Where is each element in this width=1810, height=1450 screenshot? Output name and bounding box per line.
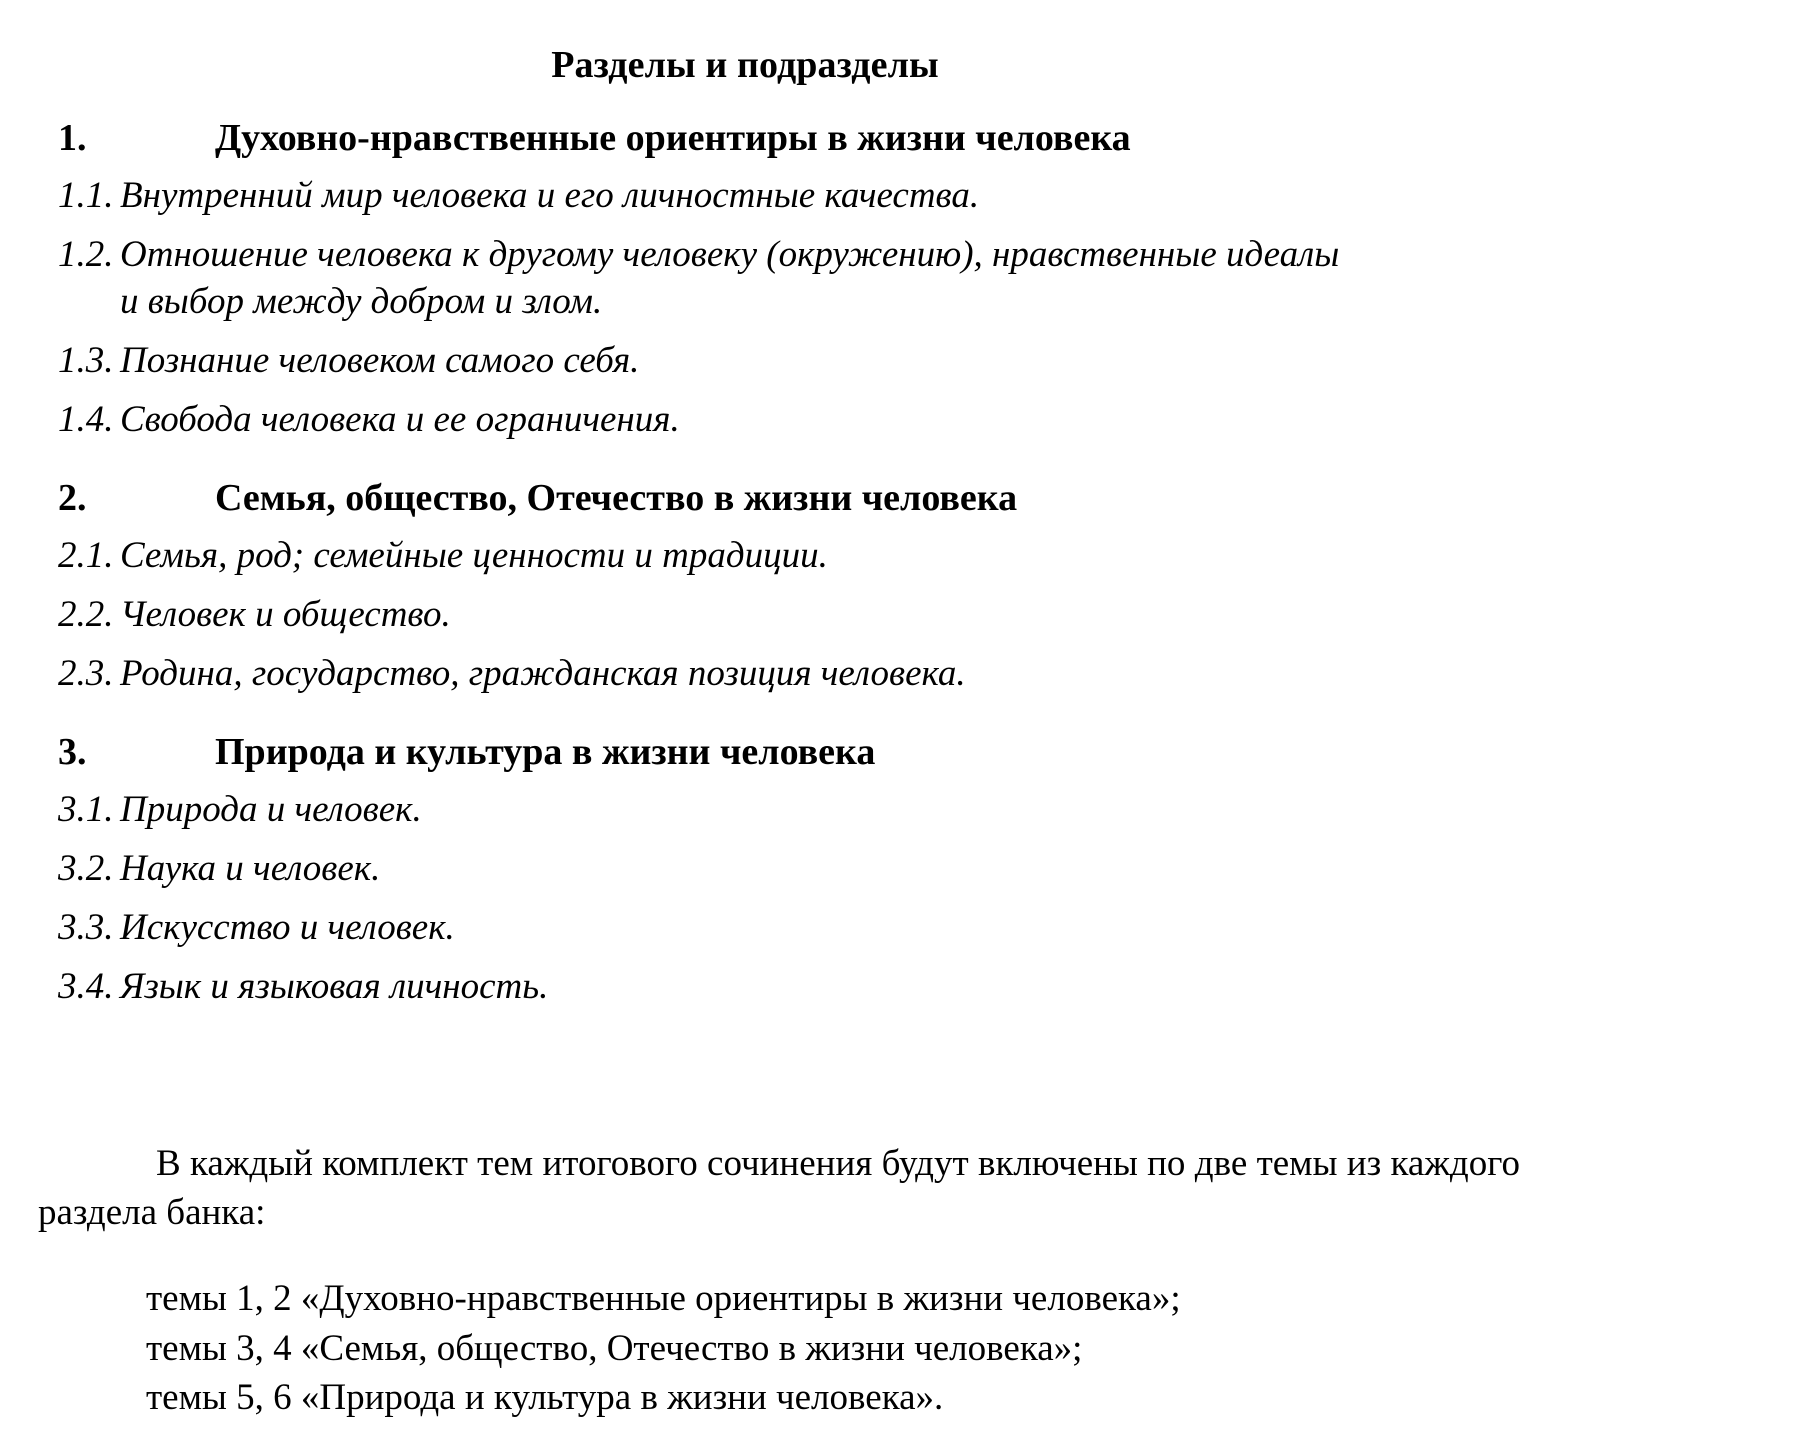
subsection-text: Познание человеком самого себя. (120, 339, 640, 381)
section-number: 3. (58, 730, 87, 773)
subsection-row (0, 533, 1490, 580)
subsection-row (0, 651, 1490, 698)
subsection-number: 3.1. (58, 788, 114, 830)
subsection-row (0, 964, 1490, 1011)
subsection-number: 1.2. (58, 234, 114, 276)
subsection-text: Человек и общество. (120, 593, 451, 635)
subsection-text: Отношение человека к другому человеку (окружению), нравственные идеалы и выбор между добром и злом. (120, 234, 1340, 322)
subsection-row (0, 173, 1490, 220)
page-title: Разделы и подразделы (551, 44, 939, 86)
subsection-text: Внутренний мир человека и его личностные качества. (120, 175, 980, 217)
subsection-number: 3.2. (58, 847, 114, 889)
subsection-number: 3.4. (58, 965, 114, 1007)
subsection-text: Родина, государство, гражданская позиция человека. (120, 652, 966, 694)
theme-line: темы 3, 4 «Семья, общество, Отечество в жизни человека»; (146, 1327, 1083, 1369)
section-number: 1. (58, 117, 87, 159)
subsection-text: Природа и человек. (120, 788, 422, 830)
subsection-text: Наука и человек. (120, 847, 381, 889)
section-heading-3 (0, 732, 1490, 773)
section-title: Природа и культура в жизни человека (215, 730, 876, 773)
section-heading-1 (0, 118, 1490, 159)
note-paragraph: В каждый комплект тем итогового сочинения будут включены по две темы из каждого раздела банка: (38, 1142, 1520, 1234)
subsection-number: 1.4. (58, 398, 114, 440)
section-number: 2. (58, 476, 87, 519)
section-title: Семья, общество, Отечество в жизни человека (215, 476, 1018, 519)
subsection-row (0, 787, 1490, 834)
subsection-text: Язык и языковая личность. (120, 965, 549, 1007)
theme-line: темы 5, 6 «Природа и культура в жизни человека». (146, 1376, 944, 1418)
section-title: Духовно-нравственные ориентиры в жизни человека (215, 117, 1131, 159)
subsection-number: 2.1. (58, 534, 114, 576)
subsection-number: 2.2. (58, 593, 114, 635)
subsection-row (0, 338, 1490, 385)
outline-list (0, 118, 1490, 1011)
subsection-number: 1.1. (58, 175, 114, 217)
subsection-row (0, 592, 1490, 639)
subsection-row (0, 232, 1490, 326)
subsection-text: Свобода человека и ее ограничения. (120, 398, 680, 440)
subsection-row (0, 397, 1490, 444)
subsection-number: 1.3. (58, 339, 114, 381)
subsection-row (0, 846, 1490, 893)
subsection-text: Искусство и человек. (120, 906, 455, 948)
subsection-number: 2.3. (58, 652, 114, 694)
subsection-row (0, 905, 1490, 952)
section-heading-2 (0, 478, 1490, 519)
subsection-number: 3.3. (58, 906, 114, 948)
subsection-text: Семья, род; семейные ценности и традиции. (120, 534, 828, 576)
theme-line-list (0, 1274, 1810, 1422)
theme-line: темы 1, 2 «Духовно-нравственные ориентиры в жизни человека»; (146, 1278, 1181, 1320)
